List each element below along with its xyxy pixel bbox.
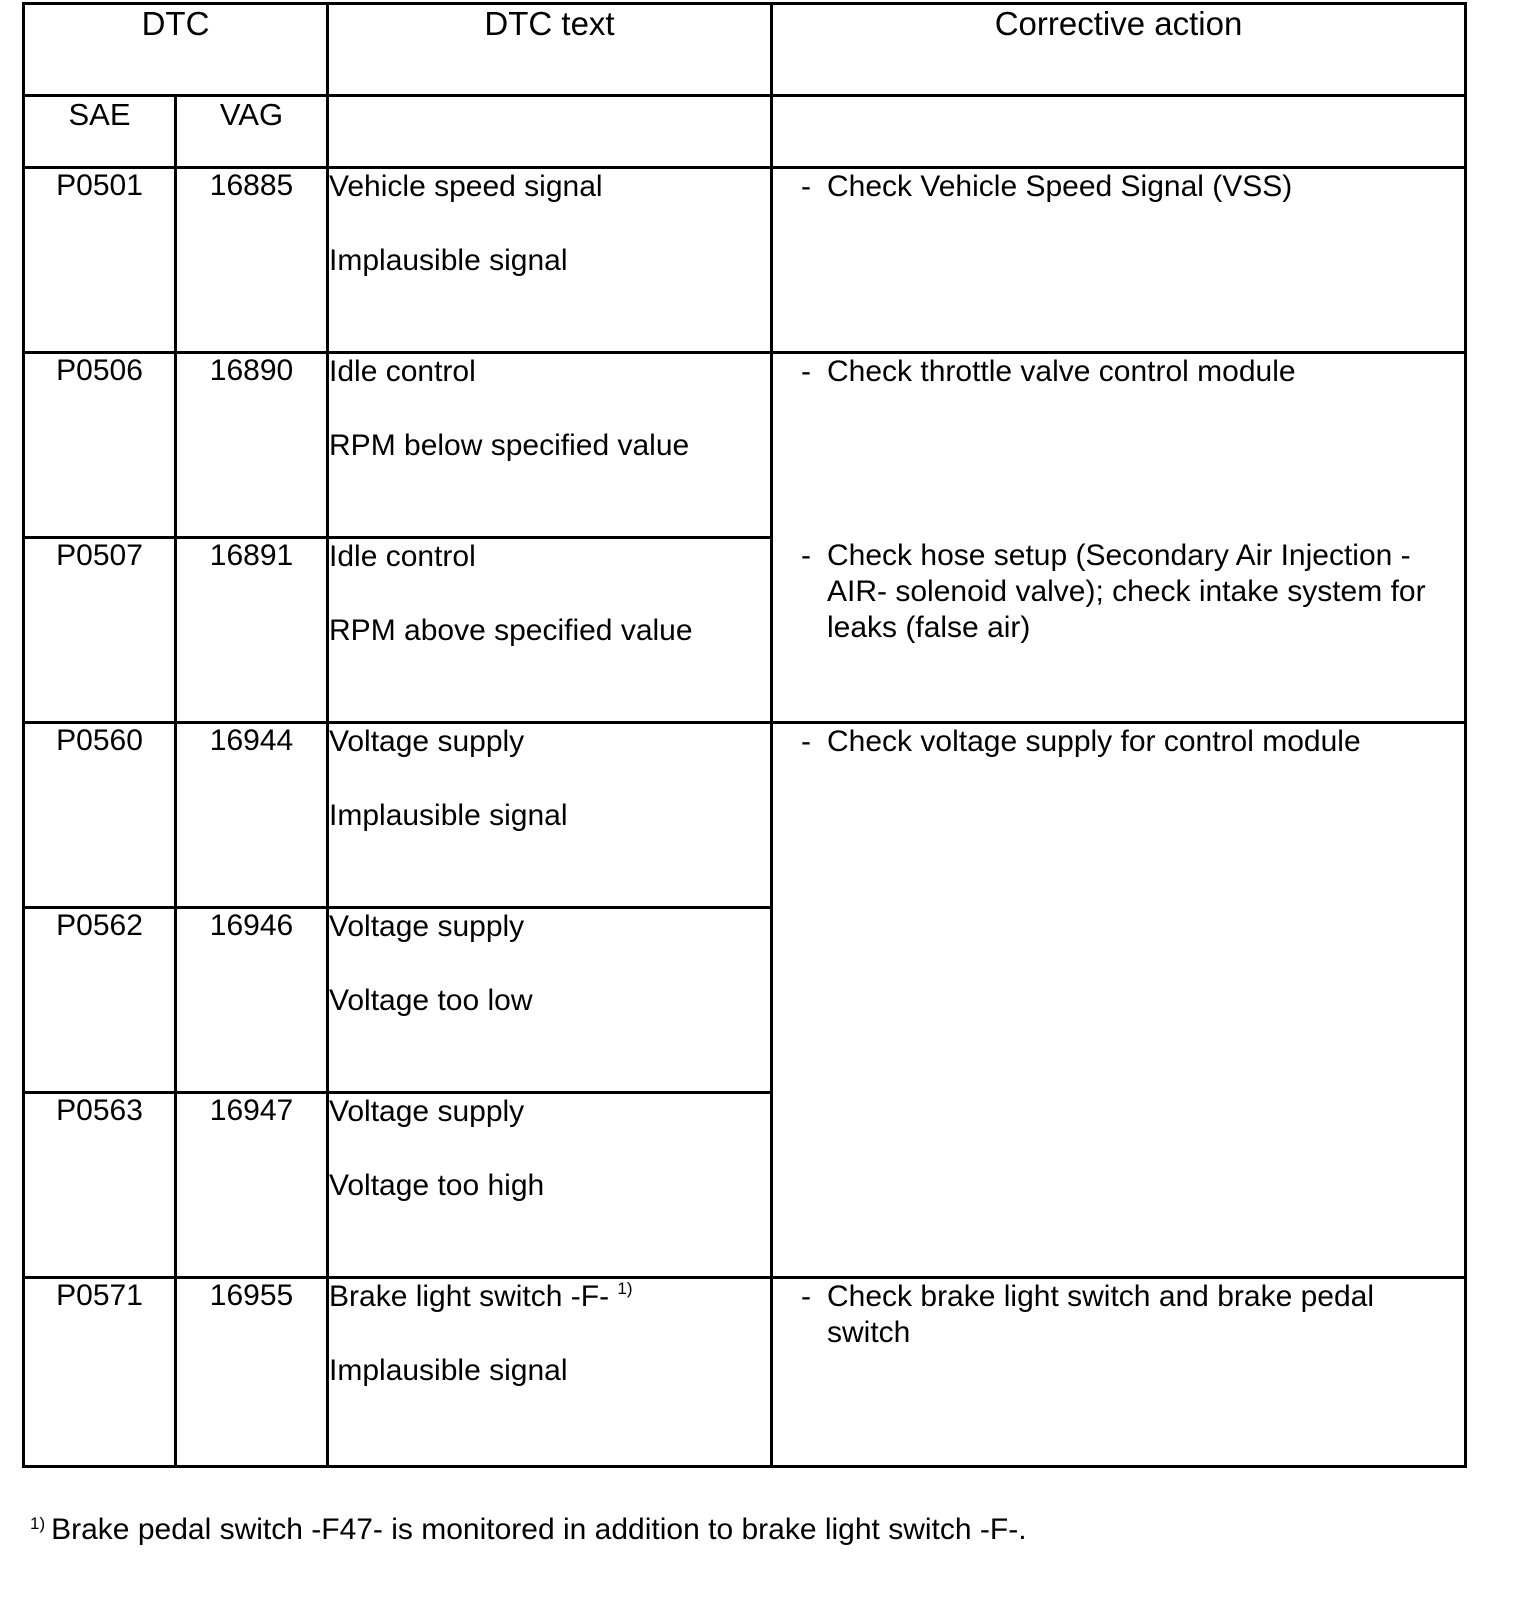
sae-code: P0563 xyxy=(24,1093,176,1278)
subheader-empty-action xyxy=(772,96,1466,168)
dtc-text-cell xyxy=(328,908,772,1093)
vag-code: 16890 xyxy=(176,353,328,538)
table-row xyxy=(24,1278,1466,1467)
dtc-text-line: Voltage supply xyxy=(329,1095,525,1128)
bullet-dash: - xyxy=(801,170,812,203)
footnote xyxy=(30,1512,1027,1548)
bullet-dash: - xyxy=(801,355,812,388)
corrective-action-cell xyxy=(772,723,1466,1278)
corrective-action-text: Check voltage supply for control module xyxy=(827,725,1361,758)
footnote-text: Brake pedal switch -F47- is monitored in addition to brake light switch -F-. xyxy=(51,1513,1027,1546)
corrective-action-cell xyxy=(772,168,1466,353)
dtc-text-detail: RPM below specified value xyxy=(329,429,690,462)
footnote-reference: 1) xyxy=(617,1279,633,1298)
vag-code: 16955 xyxy=(176,1278,328,1467)
corrective-action-item xyxy=(773,724,1464,760)
dtc-text-detail: Implausible signal xyxy=(329,244,568,277)
dtc-text-cell xyxy=(328,168,772,353)
header-corrective-action: Corrective action xyxy=(772,4,1466,96)
sae-code: P0571 xyxy=(24,1278,176,1467)
dtc-text-detail: Implausible signal xyxy=(329,1354,568,1387)
dtc-text-cell xyxy=(328,723,772,908)
vag-code: 16947 xyxy=(176,1093,328,1278)
dtc-text-cell xyxy=(328,353,772,538)
sae-code: P0562 xyxy=(24,908,176,1093)
corrective-action-text: Check brake light switch and brake pedal switch xyxy=(827,1280,1374,1349)
dtc-text-line: Idle control xyxy=(329,540,476,573)
dtc-text-cell xyxy=(328,1093,772,1278)
bullet-dash: - xyxy=(801,539,812,572)
vag-code: 16946 xyxy=(176,908,328,1093)
subheader-empty-text xyxy=(328,96,772,168)
corrective-action-text: Check hose setup (Secondary Air Injection -AIR- solenoid valve); check intake system for leaks (false air) xyxy=(827,539,1426,644)
corrective-action-cell xyxy=(772,1278,1466,1467)
bullet-dash: - xyxy=(801,725,812,758)
vag-code: 16944 xyxy=(176,723,328,908)
corrective-action-item xyxy=(773,1279,1464,1351)
corrective-action-item xyxy=(773,538,1464,646)
subheader-row xyxy=(24,96,1466,168)
dtc-text-line: Voltage supply xyxy=(329,910,525,943)
corrective-action-text: Check throttle valve control module xyxy=(827,355,1296,388)
header-dtc: DTC xyxy=(24,4,328,96)
vag-code: 16885 xyxy=(176,168,328,353)
dtc-text-main: Brake light switch -F- xyxy=(329,1280,618,1313)
dtc-text-line: Voltage supply xyxy=(329,725,525,758)
dtc-text-cell xyxy=(328,1278,772,1467)
corrective-action-cell xyxy=(772,353,1466,723)
dtc-text-line xyxy=(329,1279,770,1353)
corrective-action-text: Check Vehicle Speed Signal (VSS) xyxy=(827,170,1293,203)
header-dtc-text: DTC text xyxy=(328,4,772,96)
dtc-text-detail: Voltage too low xyxy=(329,984,533,1017)
table-row xyxy=(24,353,1466,538)
bullet-dash: - xyxy=(801,1280,812,1313)
sae-code: P0506 xyxy=(24,353,176,538)
subheader-vag: VAG xyxy=(176,96,328,168)
footnote-marker: 1) xyxy=(30,1514,46,1533)
subheader-sae: SAE xyxy=(24,96,176,168)
corrective-action-item xyxy=(773,354,1464,390)
sae-code: P0507 xyxy=(24,538,176,723)
dtc-text-line: Vehicle speed signal xyxy=(329,170,603,203)
dtc-table xyxy=(22,2,1467,1468)
vag-code: 16891 xyxy=(176,538,328,723)
sae-code: P0560 xyxy=(24,723,176,908)
dtc-text-cell xyxy=(328,538,772,723)
dtc-text-detail: Voltage too high xyxy=(329,1169,545,1202)
sae-code: P0501 xyxy=(24,168,176,353)
table-row xyxy=(24,168,1466,353)
dtc-text-line: Idle control xyxy=(329,355,476,388)
table-row xyxy=(24,723,1466,908)
corrective-action-item xyxy=(773,169,1464,205)
dtc-text-detail: Implausible signal xyxy=(329,799,568,832)
dtc-text-detail: RPM above specified value xyxy=(329,614,693,647)
header-row xyxy=(24,4,1466,96)
